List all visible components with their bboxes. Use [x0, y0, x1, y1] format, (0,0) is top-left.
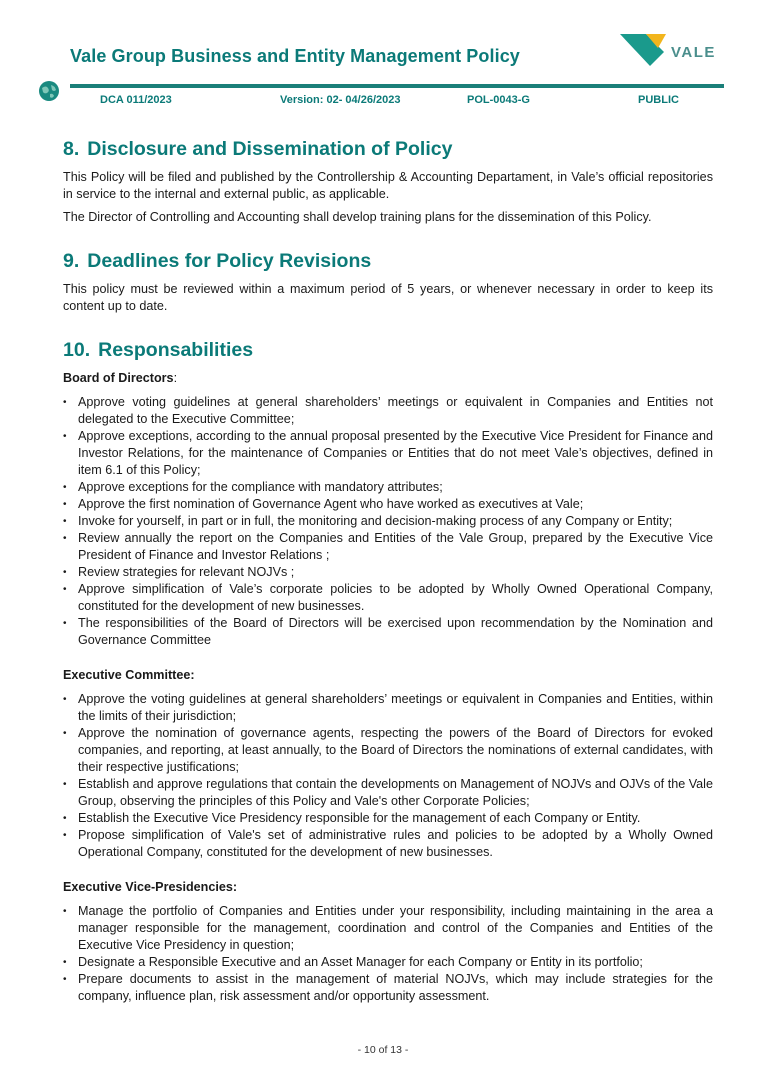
list-item: • Review strategies for relevant NOJVs ; [63, 564, 713, 581]
list-item: • Approve simplification of Vale’s corporate policies to be adopted by Wholly Owned Operational Company, constituted for the development of new businesses. [63, 581, 713, 615]
paragraph: This policy must be reviewed within a maximum period of 5 years, or whenever necessary in order to keep its content up to date. [63, 282, 713, 313]
board-heading-text: Board of Directors [63, 371, 174, 385]
list-item: • Approve voting guidelines at general shareholders’ meetings or equivalent in Companies and Entities not delegated to the Executive Committee; [63, 394, 713, 428]
section-9-heading [63, 248, 713, 274]
board-responsibilities-list [63, 394, 713, 649]
section-number: 8. [63, 138, 80, 160]
header-divider [70, 84, 724, 88]
evp-list [63, 903, 713, 1005]
classification-label: PUBLIC [638, 94, 679, 106]
policy-id: POL-0043-G [467, 94, 530, 106]
board-heading [63, 370, 713, 387]
list-item: • Approve the first nomination of Governance Agent who have worked as executives at Vale; [63, 496, 713, 513]
list-item: • Establish the Executive Vice Presidency responsible for the management of each Company or Entity. [63, 810, 713, 827]
paragraph: This Policy will be filed and published by the Controllership & Accounting Departament, in Vale’s official repositories in service to the internal and external public, as applicable. [63, 170, 713, 201]
list-item: • Prepare documents to assist in the management of material NOJVs, which may include strategies for the company, influence plan, risk assessment and/or opportunity assessment. [63, 971, 713, 1005]
board-heading-colon: : [173, 371, 178, 385]
section-8-heading [63, 136, 713, 162]
list-item: • Approve exceptions for the compliance with mandatory attributes; [63, 479, 713, 496]
paragraph: The Director of Controlling and Accounting shall develop training plans for the dissemination of this Policy. [63, 210, 652, 224]
vale-logo-text: VALE [671, 44, 716, 61]
list-item: • Propose simplification of Vale's set of administrative rules and policies to be adopted by a Wholly Owned Operational Company, constituted for the development of new businesses. [63, 827, 713, 861]
section-number: 9. [63, 250, 80, 272]
doc-code: DCA 011/2023 [100, 94, 172, 106]
list-item: • Approve the voting guidelines at general shareholders’ meetings or equivalent in Companies and Entities, within the limits of their jurisdiction; [63, 691, 713, 725]
section-10 [63, 337, 713, 1005]
list-item: • Establish and approve regulations that contain the developments on Management of NOJVs and OJVs of the Vale Group, observing the principles of this Policy and Vale's other Corporate Policies; [63, 776, 713, 810]
section-title: Deadlines for Policy Revisions [87, 250, 372, 272]
doc-version: Version: 02- 04/26/2023 [280, 94, 401, 106]
globe-icon [38, 80, 60, 102]
document-title: Vale Group Business and Entity Management Policy [70, 46, 520, 66]
section-10-heading [63, 337, 713, 363]
list-item: • Manage the portfolio of Companies and Entities under your responsibility, including maintaining in the area a manager responsible for the management, coordination and control of the Companies and Entities of the Executive Vice Presidency in question; [63, 903, 713, 954]
section-9 [63, 248, 713, 315]
executive-committee-heading: Executive Committee: [63, 668, 195, 682]
section-title: Responsabilities [98, 339, 254, 361]
page-number: - 10 of 13 - [357, 1044, 409, 1056]
section-title: Disclosure and Dissemination of Policy [87, 138, 453, 160]
list-item: • Review annually the report on the Companies and Entities of the Vale Group, prepared by the Executive Vice President of Finance and Investor Relations ; [63, 530, 713, 564]
list-item: • The responsibilities of the Board of Directors will be exercised upon recommendation by the Nomination and Governance Committee [63, 615, 713, 649]
executive-committee-list [63, 691, 713, 861]
board-of-directors-group [63, 370, 713, 649]
executive-committee-group [63, 667, 713, 861]
executive-vice-presidencies-group [63, 879, 713, 1005]
section-8 [63, 136, 713, 226]
section-number: 10. [63, 339, 91, 361]
document-body [63, 136, 713, 1027]
list-item: • Designate a Responsible Executive and an Asset Manager for each Company or Entity in its portfolio; [63, 954, 713, 971]
evp-heading: Executive Vice-Presidencies: [63, 880, 238, 894]
list-item: • Invoke for yourself, in part or in full, the monitoring and decision-making process of any Company or Entity; [63, 513, 713, 530]
list-item: • Approve the nomination of governance agents, respecting the powers of the Board of Directors for evoked companies, and reporting, at least annually, to the Board of Directors the nominations of external candidates, with their respective justifications; [63, 725, 713, 776]
list-item: • Approve exceptions, according to the annual proposal presented by the Executive Vice President for Finance and Investor Relations, for the maintenance of Companies or Entities that do not meet Vale’s objectives, defined in item 6.1 of this Policy; [63, 428, 713, 479]
